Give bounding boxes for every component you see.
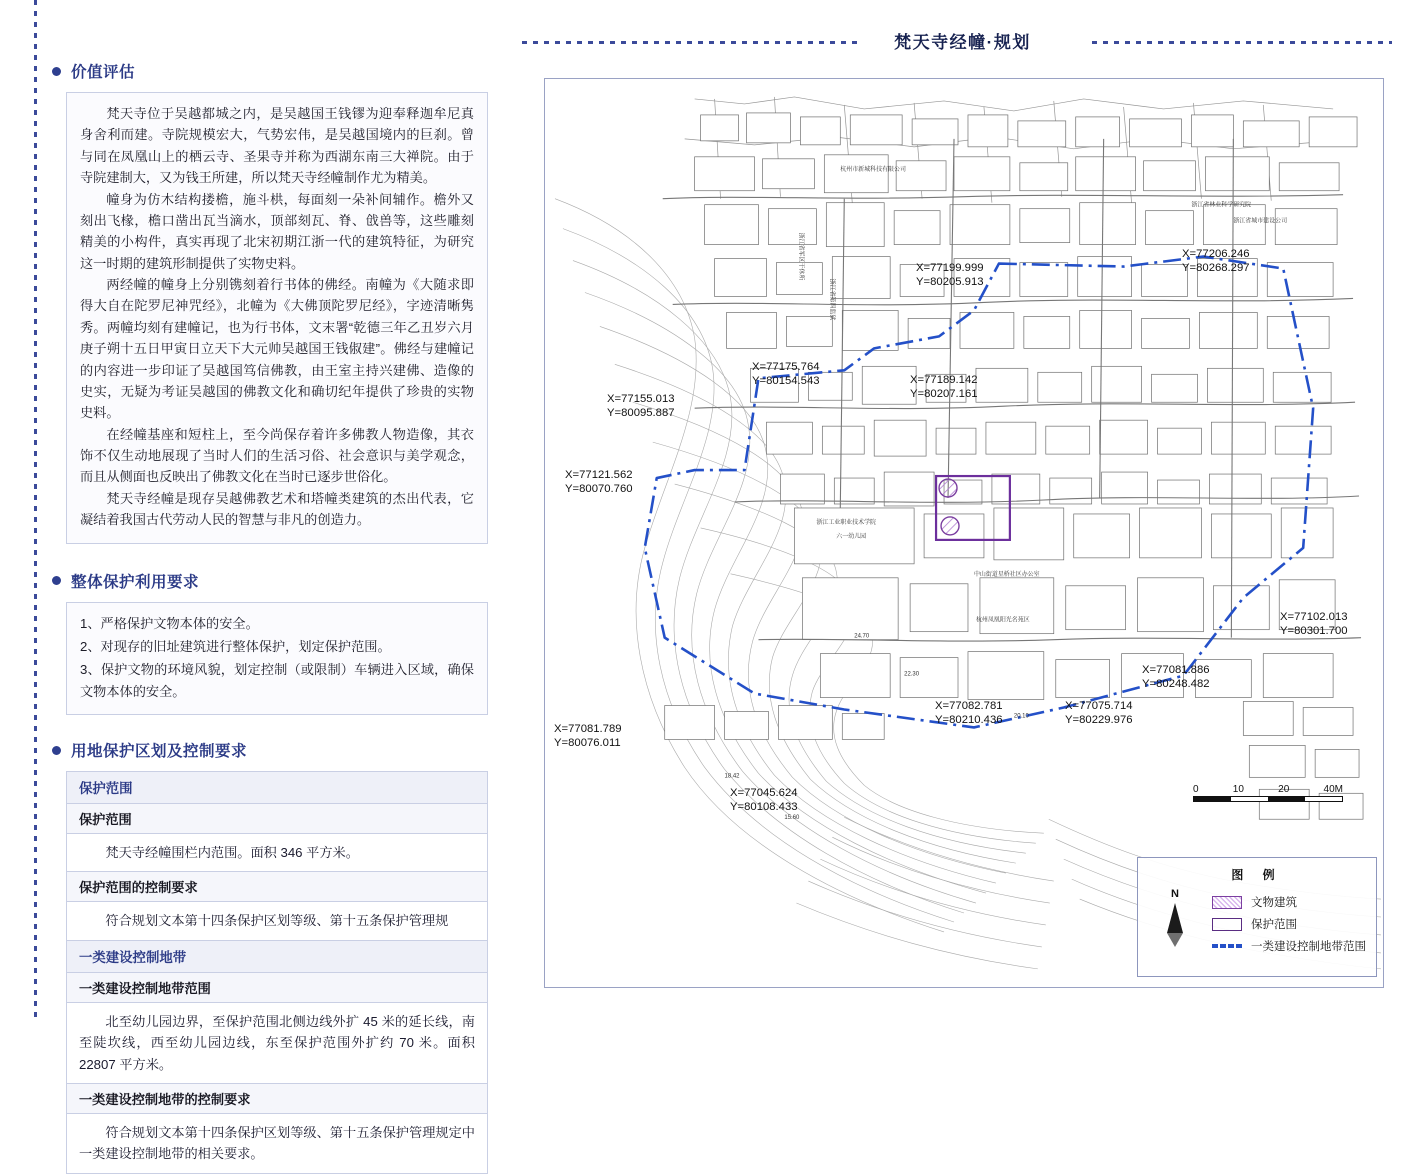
svg-text:浙江工业职业技术学院: 浙江工业职业技术学院 <box>816 519 877 526</box>
left-text-column <box>0 0 522 1162</box>
heritage-building-north <box>939 479 957 497</box>
cell-text: 符合规划文本第十四条保护区划等级、第十五条保护管理规定中一类建设控制地带的相关要求。 <box>79 1124 475 1162</box>
coordinate-x: X=77121.562 <box>565 469 633 481</box>
section-heading-value-assessment <box>52 60 488 82</box>
coordinate-label <box>916 261 984 290</box>
coordinate-label <box>1280 610 1348 639</box>
table-row: 保护范围 <box>67 804 487 834</box>
cell-text: 北至幼儿园边界，至保护范围北侧边线外扩 45 米的延长线，南至陡坎线，西至幼儿园边线，东至保护范围外扩约 70 米。面积 22807 平方米。 <box>79 1013 475 1072</box>
coordinate-label <box>1065 699 1133 728</box>
coordinate-label <box>935 699 1003 728</box>
svg-text:六一幼儿园: 六一幼儿园 <box>836 533 867 540</box>
legend-item-control <box>1212 935 1376 957</box>
svg-text:浙江省第四监狱: 浙江省第四监狱 <box>828 278 835 321</box>
protection-range-swatch-icon <box>1212 918 1242 931</box>
legend-item-protection <box>1212 913 1376 935</box>
table-row: 一类建设控制地带 <box>67 941 487 973</box>
value-assessment-box <box>66 92 488 544</box>
coordinate-x: X=77189.142 <box>910 374 978 386</box>
coordinate-y: Y=80108.433 <box>730 801 798 814</box>
scale-tick: 0 <box>1193 784 1199 795</box>
legend-title: 图 例 <box>1231 868 1283 882</box>
section-title: 价值评估 <box>71 64 136 81</box>
requirement-item: 1、严格保护文物本体的安全。 <box>80 615 259 631</box>
compass-rose <box>1154 888 1196 947</box>
coordinate-x: X=77155.013 <box>607 393 675 405</box>
requirement-item: 2、对现存的旧址建筑进行整体保护，划定保护范围。 <box>80 638 391 654</box>
svg-text:24.70: 24.70 <box>854 633 870 640</box>
coordinate-label <box>565 468 633 497</box>
coordinate-y: Y=80095.887 <box>607 407 675 420</box>
svg-text:中山街道星桥社区办公室: 中山街道星桥社区办公室 <box>973 571 1040 578</box>
coordinate-y: Y=80210.436 <box>935 714 1003 727</box>
map-figure <box>544 78 1384 988</box>
coordinate-y: Y=80301.700 <box>1280 625 1348 638</box>
overall-requirements-box <box>66 602 488 716</box>
cell-text: 符合规划文本第十四条保护区划等级、第十五条保护管理规 <box>105 913 449 929</box>
coordinate-x: X=77045.624 <box>730 787 798 799</box>
svg-text:浙江省城市建设公司: 浙江省城市建设公司 <box>1233 218 1288 225</box>
svg-text:22.30: 22.30 <box>904 671 920 678</box>
table-row <box>67 1003 487 1084</box>
paragraph: 幢身为仿木结构搂檐，施斗栱，每面刻一朵补间辅作。檐外又刻出飞椽，檐口凿出瓦当滴水，顶部刻瓦、脊、戗兽等，这些雕刻精美的小构件，真实再现了北宋初期江浙一代的建筑特征，为研究这一时期的建筑形制提供了实物史料。 <box>80 191 474 271</box>
coordinate-y: Y=80070.760 <box>565 483 633 496</box>
section-heading-zoning <box>52 739 488 761</box>
svg-text:15.60: 15.60 <box>784 815 800 822</box>
legend-label: 一类建设控制地带范围 <box>1251 941 1366 953</box>
svg-text:杭州市新城科技有限公司: 杭州市新城科技有限公司 <box>840 166 906 173</box>
zoning-table <box>66 771 488 1174</box>
table-row <box>67 1114 487 1174</box>
table-header: 保护范围 <box>67 772 487 804</box>
cell-text: 梵天寺经幢围栏内范围。面积 346 平方米。 <box>105 845 359 860</box>
coordinate-y: Y=80248.482 <box>1142 678 1210 691</box>
coordinate-y: Y=80154.543 <box>752 375 820 388</box>
map-basemap <box>545 79 1383 987</box>
table-row: 一类建设控制地带的控制要求 <box>67 1084 487 1114</box>
coordinate-y: Y=80229.976 <box>1065 714 1133 727</box>
table-row: 保护范围的控制要求 <box>67 872 487 902</box>
map-legend <box>1137 857 1377 977</box>
legend-label: 保护范围 <box>1251 919 1297 931</box>
legend-label: 文物建筑 <box>1251 897 1297 909</box>
scale-tick: 10 <box>1232 784 1244 795</box>
svg-text:18.42: 18.42 <box>724 773 740 780</box>
svg-text:浙江省林业科学研究院: 浙江省林业科学研究院 <box>1191 202 1252 209</box>
bullet-icon <box>52 746 61 755</box>
coordinate-label <box>730 786 798 815</box>
coordinate-x: X=77175.764 <box>752 361 820 373</box>
section-heading-overall-requirements <box>52 570 488 592</box>
coordinate-x: X=77082.781 <box>935 700 1003 712</box>
svg-text:浙江省军区干休所: 浙江省军区干休所 <box>797 232 804 281</box>
coordinate-x: X=77199.999 <box>916 262 984 274</box>
page-title: 梵天寺经幢·规划 <box>894 33 1031 52</box>
coordinate-x: X=77081.886 <box>1142 664 1210 676</box>
compass-needle-tail-icon <box>1167 933 1183 947</box>
paragraph: 两经幢的幢身上分别镌刻着行书体的佛经。南幢为《大随求即得大自在陀罗尼神咒经》，北幢为《大佛顶陀罗尼经》，字迹清晰隽秀。两幢均刻有建幢记，也为行书体，文末署“乾德三年乙丑岁六月庚子朔十五日甲寅日立天下大元帅吴越国王钱俶建”。佛经与建幢记的内容进一步印证了吴越国笃信佛教，由王室主持兴建佛、造像的史实，无疑为考证吴越国的佛教文化和确切纪年提供了珍贵的实物史料。 <box>80 277 474 421</box>
requirement-item: 3、保护文物的环境风貌，划定控制（或限制）车辆进入区域，确保文物本体的安全。 <box>80 662 474 699</box>
coordinate-label <box>910 373 978 402</box>
scale-tick: 20 <box>1278 784 1290 795</box>
heritage-building-swatch-icon <box>1212 896 1242 909</box>
table-row: 一类建设控制地带范围 <box>67 973 487 1003</box>
section-title: 整体保护利用要求 <box>71 573 200 591</box>
coordinate-label <box>1142 663 1210 692</box>
coordinate-x: X=77102.013 <box>1280 611 1348 623</box>
right-map-column <box>522 0 1403 1022</box>
heritage-building-south <box>941 517 959 535</box>
coordinate-x: X=77081.789 <box>554 723 622 735</box>
scale-tick: 40M <box>1323 784 1343 795</box>
paragraph: 梵天寺经幢是现存吴越佛教艺术和塔幢类建筑的杰出代表，它凝结着我国古代劳动人民的智慧与非凡的创造力。 <box>80 490 474 528</box>
legend-item-heritage <box>1212 891 1376 913</box>
coordinate-label <box>752 360 820 389</box>
compass-needle-icon <box>1167 903 1183 933</box>
map-scalebar <box>1193 784 1343 802</box>
coordinate-y: Y=80268.297 <box>1182 262 1250 275</box>
table-row <box>67 834 487 872</box>
control-zone-swatch-icon <box>1212 944 1242 948</box>
coordinate-x: X=77075.714 <box>1065 700 1133 712</box>
coordinate-y: Y=80076.011 <box>554 737 621 750</box>
coordinate-label <box>1182 247 1250 276</box>
paragraph: 梵天寺位于吴越都城之内，是吴越国王钱镠为迎奉释迦牟尼真身舍利而建。寺院规模宏大，气势宏伟，是吴越国境内的巨刹。曾与同在凤凰山上的栖云寺、圣果寺并称为西湖东南三大禅院。由于寺院建制大，又为钱王所建，所以梵天寺经幢制作尤为精美。 <box>80 106 474 186</box>
compass-north-label: N <box>1171 888 1179 900</box>
svg-text:杭州凤凰阳光名苑区: 杭州凤凰阳光名苑区 <box>975 617 1030 624</box>
coordinate-label <box>554 722 622 751</box>
coordinate-label <box>607 392 675 421</box>
coordinate-y: Y=80207.161 <box>910 388 978 401</box>
coordinate-x: X=77206.246 <box>1182 248 1250 260</box>
bullet-icon <box>52 67 61 76</box>
section-title: 用地保护区划及控制要求 <box>71 743 248 760</box>
paragraph: 在经幢基座和短柱上，至今尚保存着许多佛教人物造像，其衣饰不仅生动地展现了当时人们的生活习俗、社会意识与美学观念，而且从侧面也反映出了佛教文化在当时已逐步世俗化。 <box>80 426 474 485</box>
bullet-icon <box>52 576 61 585</box>
coordinate-y: Y=80205.913 <box>916 276 984 289</box>
svg-text:20.10: 20.10 <box>1013 713 1029 720</box>
table-row <box>67 902 487 940</box>
scalebar-bar <box>1193 796 1343 802</box>
